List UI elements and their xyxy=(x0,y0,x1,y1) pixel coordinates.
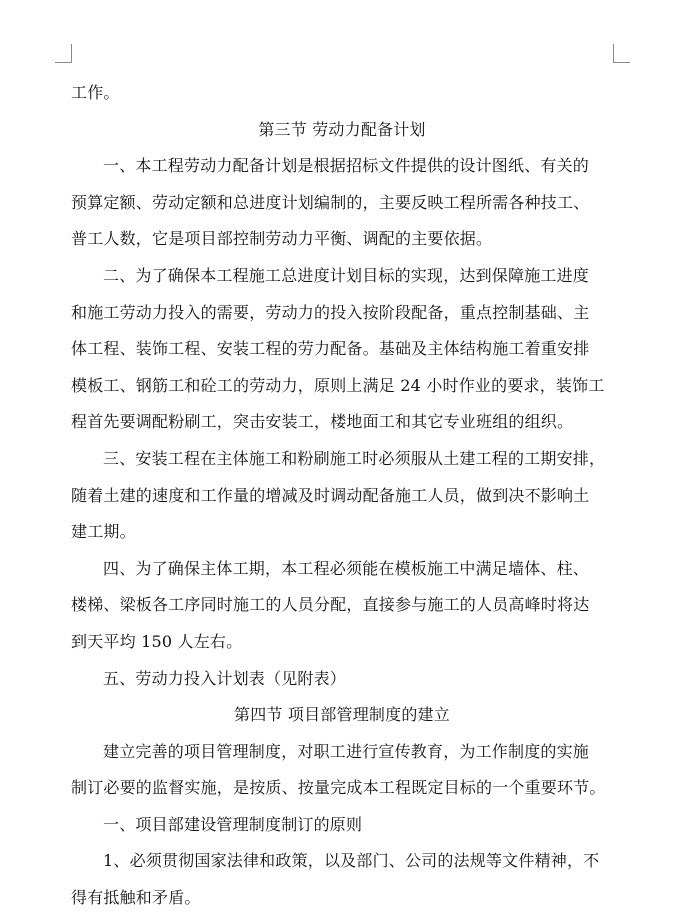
document-body xyxy=(71,75,613,917)
paragraph-2-line-5: 程首先要调配粉刷工，突击安装工，楼地面工和其它专业班组的组织。 xyxy=(71,412,574,432)
paragraph-1-line-3: 普工人数，它是项目部控制劳动力平衡、调配的主要依据。 xyxy=(71,229,493,249)
paragraph-6-line-2: 制订必要的监督实施，是按质、按量完成本工程既定目标的一个重要环节。 xyxy=(71,778,606,798)
section-heading-4: 第四节 项目部管理制度的建立 xyxy=(234,705,450,725)
paragraph-4-line-1: 四、为了确保主体工期，本工程必须能在模板施工中满足墙体、柱、 xyxy=(103,558,590,578)
paragraph-8-line-2: 得有抵触和矛盾。 xyxy=(71,888,201,908)
paragraph-line-continuation: 工作。 xyxy=(71,83,120,102)
paragraph-4-line-2: 楼梯、梁板各工序同时施工的人员分配，直接参与施工的人员高峰时将达 xyxy=(71,595,590,615)
top-left-margin-mark xyxy=(55,44,72,63)
paragraph-6-line-1: 建立完善的项目管理制度，对职工进行宣传教育，为工作制度的实施 xyxy=(103,741,590,761)
top-right-margin-mark xyxy=(613,44,630,63)
section-heading-3: 第三节 劳动力配备计划 xyxy=(258,119,426,139)
paragraph-2-line-2: 和施工劳动力投入的需要，劳动力的投入按阶段配备，重点控制基础、主 xyxy=(71,302,590,322)
paragraph-1-line-2: 预算定额、劳动定额和总进度计划编制的，主要反映工程所需各种技工、 xyxy=(71,192,590,212)
paragraph-2-line-3: 体工程、装饰工程、安装工程的劳力配备。基础及主体结构施工着重安排 xyxy=(71,339,590,359)
paragraph-1-line-1: 一、本工程劳动力配备计划是根据招标文件提供的设计图纸、有关的 xyxy=(103,156,590,176)
paragraph-4-line-3: 到天平均 150 人左右。 xyxy=(71,631,243,651)
paragraph-3-line-1: 三、安装工程在主体施工和粉刷施工时必须服从土建工程的工期安排， xyxy=(103,448,606,468)
paragraph-3-line-3: 建工期。 xyxy=(71,522,136,542)
paragraph-2-line-1: 二、为了确保本工程施工总进度计划目标的实现，达到保障施工进度 xyxy=(103,265,590,285)
paragraph-3-line-2: 随着土建的速度和工作量的增减及时调动配备施工人员，做到决不影响土 xyxy=(71,485,590,505)
paragraph-5-line-1: 五、劳动力投入计划表（见附表） xyxy=(103,668,347,688)
paragraph-8-line-1: 1、必须贯彻国家法律和政策，以及部门、公司的法规等文件精神，不 xyxy=(103,851,600,871)
paragraph-7-line-1: 一、项目部建设管理制度制订的原则 xyxy=(103,814,363,834)
paragraph-2-line-4: 模板工、钢筋工和砼工的劳动力，原则上满足 24 小时作业的要求，装饰工 xyxy=(71,375,605,395)
